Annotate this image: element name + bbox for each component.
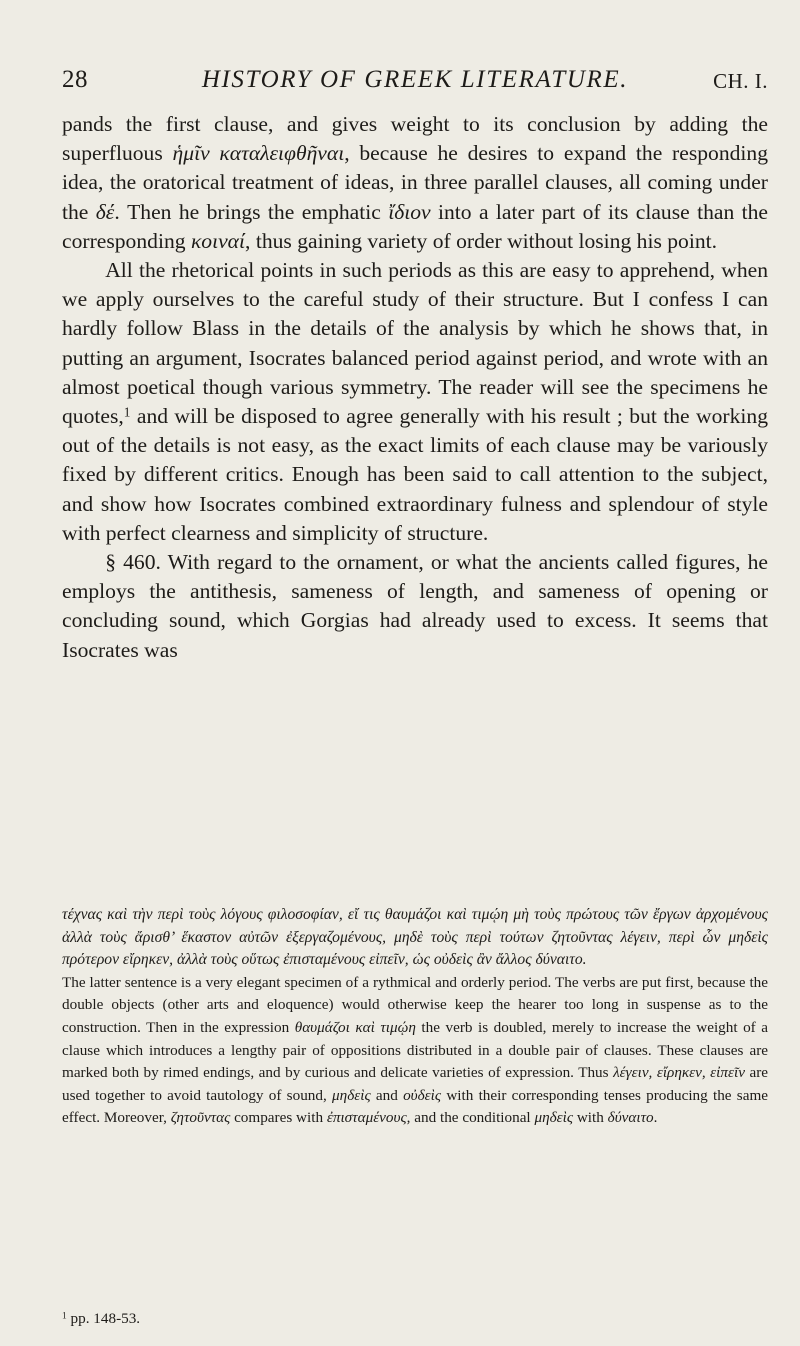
greek-word: ἴδιον (388, 199, 431, 224)
footnote-reference (62, 1310, 140, 1328)
greek-phrase: ἡμῖν καταλειφθῆναι (172, 141, 345, 166)
main-text (62, 110, 768, 665)
chapter-label: CH. I. (713, 69, 768, 93)
footnote-ref-pages: pp. 148-53. (66, 1310, 141, 1327)
paragraph-continuation: pands the first clause, and gives weight to its conclusion by adding the superfluous ἡμῖν καταλειφθῆναι, because he desires to expand the responding idea, the oratorical treatment of ideas, in three parallel clauses, all coming under the δέ. Then he brings the emphatic ἴδιον into a later part of its clause than the corresponding κοιναί, thus gaining variety of order without losing his point. (62, 112, 769, 253)
running-title: HISTORY OF GREEK LITERATURE. (201, 66, 629, 93)
greek-word: δέ (95, 199, 115, 224)
greek-word: κοιναί (190, 228, 246, 253)
greek-quotation: τέχνας καὶ τὴν περὶ τοὺς λόγους φιλοσοφίαν, εἴ τις θαυμάζοι καὶ τιμῴη μὴ τοὺς πρώτους τῶν ἔργων ἀρχομένους ἀλλὰ τοὺς ἄρισθ’ ἕκαστον αὐτῶν ἐξεργαζομένους, μηδὲ τοὺς περὶ τούτων ζητοῦντας λέγειν, περὶ ὧν μηδεὶς πρότερον εἴρηκεν, ἀλλὰ τοὺς οὕτως ἐπισταμένους εἰπεῖν, ὡς οὐδεὶς ἂν ἄλλος δύναιτο. (62, 906, 768, 969)
section-number: § 460. (105, 550, 161, 575)
page-header (62, 66, 768, 106)
page-number: 28 (62, 66, 88, 93)
paragraph-rhetorical-points: All the rhetorical points in such periods as this are easy to apprehend, when we apply ourselves to the careful study of their structure. But I confess I can hardly follow Blass in the details of the analysis by which he shows that, in putting an argument, Isocrates balanced period against period, and wrote with an almost poetical though various symmetry. The reader will see the specimens he quotes,$^1$ and will be disposed to agree generally with his result ; but the working out of the details is not easy, as the exact limits of each clause may be variously fixed by different critics. Enough has been said to call attention to the subject, and show how Isocrates combined extraordinary fulness and splendour of style with perfect clearness and simplicity of structure. (62, 258, 768, 545)
footnote-marker: 1 (123, 404, 131, 420)
footnote-commentary: The latter sentence is a very elegant specimen of a rythmical and orderly period. The verbs are put first, because the double objects (other arts and eloquence) would otherwise keep the hearer too long in suspense as to the construction. Then in the expression θαυμάζοι καὶ τιμῴη the verb is doubled, merely to increase the weight of a clause which introduces a lengthy pair of oppositions distributed in a double pair of clauses. These clauses are marked both by rimed endings, and by curious and delicate varieties of expression. Thus λέγειν, εἴρηκεν, εἰπεῖν are used together to avoid tautology of sound, μηδεὶς and οὐδεὶς with their corresponding tenses producing the same effect. Moreover, ζητοῦντας compares with ἐπισταμένους, and the conditional μηδεὶς with δύναιτο. (62, 973, 769, 1127)
paragraph-section-460: § 460. With regard to the ornament, or what the ancients called figures, he employs the antithesis, sameness of length, and sameness of opening or concluding sound, which Gorgias had already used to excess. It seems that Isocrates was (62, 550, 768, 662)
footnote-ref-marker: 1 (62, 1311, 67, 1322)
footnote-block (62, 904, 768, 1130)
